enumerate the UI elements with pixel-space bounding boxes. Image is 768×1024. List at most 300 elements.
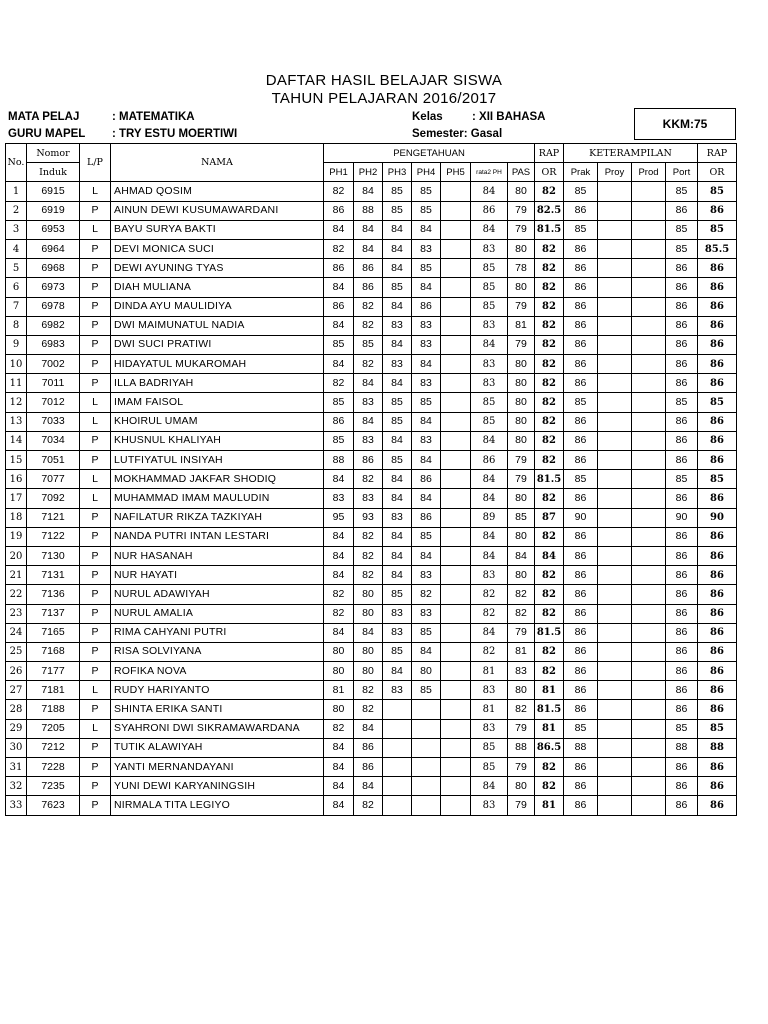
- cell-rapor-pengetahuan: 82: [535, 259, 564, 278]
- cell-ph3: 83: [383, 316, 412, 335]
- cell-prak: 86: [564, 431, 598, 450]
- cell-rata2: 83: [471, 796, 508, 815]
- cell-ph1: 85: [324, 431, 354, 450]
- cell-rata2: 85: [471, 412, 508, 431]
- cell-pas: 80: [508, 239, 535, 258]
- cell-lp: L: [80, 393, 111, 412]
- cell-lp: L: [80, 412, 111, 431]
- cell-ph1: 81: [324, 681, 354, 700]
- header-lp: L/P: [80, 144, 111, 182]
- table-row: [6, 623, 737, 642]
- cell-pas: 79: [508, 297, 535, 316]
- cell-ph5: [441, 412, 471, 431]
- cell-prak: 86: [564, 489, 598, 508]
- cell-rata2: 84: [471, 546, 508, 565]
- cell-rapor-keterampilan: 86: [698, 681, 737, 700]
- cell-nomor-induk: 7033: [27, 412, 80, 431]
- cell-ph2: 84: [354, 239, 383, 258]
- cell-rapor-keterampilan: 88: [698, 738, 737, 757]
- cell-prod: [632, 374, 666, 393]
- cell-rata2: 83: [471, 239, 508, 258]
- cell-lp: P: [80, 566, 111, 585]
- cell-proy: [598, 431, 632, 450]
- table-row: [6, 451, 737, 470]
- cell-port: 86: [666, 585, 698, 604]
- cell-nama: ILLA BADRIYAH: [111, 374, 324, 393]
- cell-rapor-keterampilan: 86: [698, 431, 737, 450]
- cell-pas: 79: [508, 796, 535, 815]
- cell-lp: P: [80, 758, 111, 777]
- cell-ph5: [441, 278, 471, 297]
- cell-ph3: 85: [383, 278, 412, 297]
- cell-ph3: 85: [383, 585, 412, 604]
- cell-lp: L: [80, 220, 111, 239]
- cell-port: 86: [666, 604, 698, 623]
- cell-rapor-pengetahuan: 87: [535, 508, 564, 527]
- cell-nomor-induk: 7212: [27, 738, 80, 757]
- cell-pas: 79: [508, 719, 535, 738]
- cell-rapor-keterampilan: 86: [698, 566, 737, 585]
- cell-nama: SYAHRONI DWI SIKRAMAWARDANA: [111, 719, 324, 738]
- cell-port: 85: [666, 182, 698, 201]
- cell-ph2: 86: [354, 259, 383, 278]
- cell-ph4: [412, 738, 441, 757]
- cell-nomor-induk: 7188: [27, 700, 80, 719]
- cell-no: 9: [6, 335, 27, 354]
- cell-no: 17: [6, 489, 27, 508]
- cell-ph3: 85: [383, 451, 412, 470]
- cell-prak: 86: [564, 335, 598, 354]
- cell-rata2: 84: [471, 335, 508, 354]
- cell-rata2: 89: [471, 508, 508, 527]
- cell-nama: RUDY HARIYANTO: [111, 681, 324, 700]
- cell-rata2: 83: [471, 374, 508, 393]
- cell-proy: [598, 489, 632, 508]
- cell-rapor-pengetahuan: 82: [535, 431, 564, 450]
- cell-ph2: 84: [354, 182, 383, 201]
- cell-nama: RIMA CAHYANI PUTRI: [111, 623, 324, 642]
- cell-prak: 86: [564, 527, 598, 546]
- cell-rapor-keterampilan: 86: [698, 642, 737, 661]
- cell-ph4: 83: [412, 239, 441, 258]
- cell-ph5: [441, 546, 471, 565]
- cell-ph2: 80: [354, 604, 383, 623]
- cell-ph2: 82: [354, 796, 383, 815]
- cell-ph1: 82: [324, 374, 354, 393]
- cell-nama: DWI SUCI PRATIWI: [111, 335, 324, 354]
- cell-ph3: [383, 738, 412, 757]
- cell-port: 86: [666, 777, 698, 796]
- cell-ph2: 83: [354, 489, 383, 508]
- cell-lp: P: [80, 700, 111, 719]
- cell-lp: P: [80, 451, 111, 470]
- cell-nomor-induk: 7034: [27, 431, 80, 450]
- cell-port: 85: [666, 220, 698, 239]
- cell-prak: 86: [564, 278, 598, 297]
- cell-prod: [632, 355, 666, 374]
- cell-ph2: 84: [354, 719, 383, 738]
- cell-ph1: 83: [324, 489, 354, 508]
- cell-nama: ROFIKA NOVA: [111, 662, 324, 681]
- cell-lp: P: [80, 738, 111, 757]
- cell-no: 31: [6, 758, 27, 777]
- cell-lp: P: [80, 201, 111, 220]
- cell-no: 6: [6, 278, 27, 297]
- cell-ph4: 84: [412, 546, 441, 565]
- cell-proy: [598, 585, 632, 604]
- cell-ph2: 80: [354, 642, 383, 661]
- cell-rapor-keterampilan: 86: [698, 355, 737, 374]
- header-prod: Prod: [632, 163, 666, 182]
- table-row: [6, 719, 737, 738]
- table-row: [6, 220, 737, 239]
- cell-ph2: 82: [354, 355, 383, 374]
- cell-nama: HIDAYATUL MUKAROMAH: [111, 355, 324, 374]
- cell-prod: [632, 719, 666, 738]
- cell-rapor-pengetahuan: 82: [535, 355, 564, 374]
- kelas-label: Kelas: [412, 111, 443, 123]
- cell-proy: [598, 681, 632, 700]
- cell-ph5: [441, 758, 471, 777]
- cell-pas: 85: [508, 508, 535, 527]
- cell-lp: L: [80, 470, 111, 489]
- cell-port: 86: [666, 335, 698, 354]
- cell-proy: [598, 355, 632, 374]
- cell-ph5: [441, 297, 471, 316]
- header-keterampilan: KETERAMPILAN: [564, 144, 698, 163]
- table-row: [6, 259, 737, 278]
- cell-ph1: 84: [324, 316, 354, 335]
- cell-port: 86: [666, 431, 698, 450]
- page-title: DAFTAR HASIL BELAJAR SISWA: [265, 72, 503, 89]
- cell-proy: [598, 738, 632, 757]
- cell-rapor-pengetahuan: 82: [535, 777, 564, 796]
- cell-lp: P: [80, 335, 111, 354]
- cell-pas: 80: [508, 374, 535, 393]
- cell-rata2: 83: [471, 316, 508, 335]
- cell-lp: P: [80, 777, 111, 796]
- cell-nomor-induk: 7623: [27, 796, 80, 815]
- cell-nama: LUTFIYATUL INSIYAH: [111, 451, 324, 470]
- cell-port: 85: [666, 239, 698, 258]
- cell-prak: 85: [564, 719, 598, 738]
- cell-rapor-keterampilan: 86: [698, 777, 737, 796]
- table-row: [6, 201, 737, 220]
- cell-lp: P: [80, 623, 111, 642]
- cell-proy: [598, 393, 632, 412]
- cell-ph5: [441, 719, 471, 738]
- cell-prod: [632, 316, 666, 335]
- cell-no: 7: [6, 297, 27, 316]
- cell-rata2: 83: [471, 566, 508, 585]
- cell-port: 86: [666, 451, 698, 470]
- cell-nomor-induk: 7131: [27, 566, 80, 585]
- table-row: [6, 508, 737, 527]
- cell-ph3: 85: [383, 393, 412, 412]
- guru-value: : TRY ESTU MOERTIWI: [112, 128, 238, 140]
- cell-ph3: 84: [383, 431, 412, 450]
- cell-ph4: 84: [412, 220, 441, 239]
- cell-prak: 86: [564, 642, 598, 661]
- cell-nama: NIRMALA TITA LEGIYO: [111, 796, 324, 815]
- cell-prak: 86: [564, 239, 598, 258]
- cell-ph3: [383, 758, 412, 777]
- cell-ph1: 84: [324, 355, 354, 374]
- cell-prak: 85: [564, 393, 598, 412]
- cell-rata2: 85: [471, 278, 508, 297]
- header-rapor2-top: RAP: [698, 144, 737, 163]
- cell-prak: 85: [564, 470, 598, 489]
- cell-ph3: 85: [383, 642, 412, 661]
- cell-pas: 80: [508, 278, 535, 297]
- cell-ph5: [441, 585, 471, 604]
- cell-prak: 86: [564, 412, 598, 431]
- cell-rapor-keterampilan: 85: [698, 182, 737, 201]
- table-row: [6, 777, 737, 796]
- cell-ph3: 84: [383, 527, 412, 546]
- cell-rata2: 83: [471, 681, 508, 700]
- cell-port: 86: [666, 489, 698, 508]
- table-row: [6, 297, 737, 316]
- cell-prak: 86: [564, 297, 598, 316]
- cell-proy: [598, 412, 632, 431]
- cell-nama: MUHAMMAD IMAM MAULUDIN: [111, 489, 324, 508]
- cell-nomor-induk: 7077: [27, 470, 80, 489]
- cell-ph5: [441, 431, 471, 450]
- cell-proy: [598, 201, 632, 220]
- cell-ph5: [441, 374, 471, 393]
- cell-nomor-induk: 7228: [27, 758, 80, 777]
- cell-prak: 88: [564, 738, 598, 757]
- cell-ph3: [383, 777, 412, 796]
- cell-ph2: 84: [354, 777, 383, 796]
- cell-ph2: 80: [354, 585, 383, 604]
- cell-lp: P: [80, 316, 111, 335]
- cell-ph3: 84: [383, 239, 412, 258]
- cell-ph4: 83: [412, 566, 441, 585]
- cell-prod: [632, 546, 666, 565]
- table-row: [6, 566, 737, 585]
- cell-rapor-keterampilan: 86: [698, 412, 737, 431]
- cell-ph3: 84: [383, 220, 412, 239]
- cell-pas: 80: [508, 355, 535, 374]
- cell-rapor-pengetahuan: 81.5: [535, 623, 564, 642]
- cell-no: 1: [6, 182, 27, 201]
- cell-rata2: 85: [471, 758, 508, 777]
- cell-nomor-induk: 6968: [27, 259, 80, 278]
- cell-prak: 86: [564, 374, 598, 393]
- table-row: [6, 489, 737, 508]
- cell-pas: 88: [508, 738, 535, 757]
- cell-ph5: [441, 316, 471, 335]
- cell-rapor-keterampilan: 85: [698, 470, 737, 489]
- table-row: [6, 431, 737, 450]
- cell-ph5: [441, 239, 471, 258]
- header-induk: Induk: [27, 163, 80, 182]
- cell-rapor-keterampilan: 86: [698, 374, 737, 393]
- cell-rata2: 83: [471, 719, 508, 738]
- cell-ph3: [383, 796, 412, 815]
- cell-rapor-keterampilan: 86: [698, 201, 737, 220]
- cell-prak: 90: [564, 508, 598, 527]
- cell-ph3: 84: [383, 297, 412, 316]
- cell-ph1: 80: [324, 642, 354, 661]
- cell-ph4: 82: [412, 585, 441, 604]
- cell-lp: L: [80, 719, 111, 738]
- cell-no: 26: [6, 662, 27, 681]
- cell-ph4: [412, 796, 441, 815]
- cell-ph5: [441, 777, 471, 796]
- cell-prod: [632, 335, 666, 354]
- cell-no: 28: [6, 700, 27, 719]
- cell-ph4: 83: [412, 431, 441, 450]
- cell-ph1: 80: [324, 700, 354, 719]
- cell-rapor-keterampilan: 86: [698, 297, 737, 316]
- cell-rapor-keterampilan: 86: [698, 700, 737, 719]
- cell-ph1: 82: [324, 604, 354, 623]
- cell-prak: 86: [564, 566, 598, 585]
- cell-nomor-induk: 6915: [27, 182, 80, 201]
- cell-ph1: 88: [324, 451, 354, 470]
- cell-ph3: 84: [383, 489, 412, 508]
- cell-rapor-keterampilan: 86: [698, 278, 737, 297]
- cell-ph2: 88: [354, 201, 383, 220]
- cell-port: 86: [666, 642, 698, 661]
- cell-nomor-induk: 7205: [27, 719, 80, 738]
- cell-lp: L: [80, 681, 111, 700]
- cell-port: 86: [666, 278, 698, 297]
- cell-pas: 79: [508, 758, 535, 777]
- cell-no: 29: [6, 719, 27, 738]
- cell-nomor-induk: 6964: [27, 239, 80, 258]
- table-row: [6, 412, 737, 431]
- cell-pas: 81: [508, 642, 535, 661]
- cell-rapor-pengetahuan: 84: [535, 546, 564, 565]
- cell-nama: YUNI DEWI KARYANINGSIH: [111, 777, 324, 796]
- cell-prod: [632, 297, 666, 316]
- table-row: [6, 239, 737, 258]
- cell-ph3: 84: [383, 259, 412, 278]
- cell-prak: 85: [564, 182, 598, 201]
- cell-ph1: 84: [324, 220, 354, 239]
- cell-rata2: 85: [471, 738, 508, 757]
- header-pengetahuan: PENGETAHUAN: [324, 144, 535, 163]
- cell-lp: P: [80, 796, 111, 815]
- cell-lp: P: [80, 642, 111, 661]
- cell-nomor-induk: 7165: [27, 623, 80, 642]
- cell-rapor-pengetahuan: 82: [535, 374, 564, 393]
- cell-ph2: 82: [354, 546, 383, 565]
- cell-prod: [632, 470, 666, 489]
- cell-nomor-induk: 6978: [27, 297, 80, 316]
- cell-nomor-induk: 7011: [27, 374, 80, 393]
- cell-ph2: 86: [354, 451, 383, 470]
- cell-rata2: 84: [471, 220, 508, 239]
- cell-nama: AINUN DEWI KUSUMAWARDANI: [111, 201, 324, 220]
- cell-rata2: 84: [471, 431, 508, 450]
- cell-nama: NUR HASANAH: [111, 546, 324, 565]
- cell-lp: P: [80, 546, 111, 565]
- cell-ph2: 82: [354, 297, 383, 316]
- cell-ph2: 84: [354, 374, 383, 393]
- cell-lp: P: [80, 431, 111, 450]
- cell-ph4: 84: [412, 642, 441, 661]
- header-pas: PAS: [508, 163, 535, 182]
- cell-prod: [632, 585, 666, 604]
- cell-ph1: 84: [324, 623, 354, 642]
- cell-port: 86: [666, 681, 698, 700]
- cell-ph1: 84: [324, 796, 354, 815]
- cell-ph1: 84: [324, 738, 354, 757]
- cell-no: 3: [6, 220, 27, 239]
- cell-nomor-induk: 7137: [27, 604, 80, 623]
- cell-ph5: [441, 393, 471, 412]
- cell-rata2: 82: [471, 604, 508, 623]
- cell-pas: 79: [508, 451, 535, 470]
- cell-ph1: 86: [324, 412, 354, 431]
- cell-ph4: 86: [412, 508, 441, 527]
- cell-ph4: 84: [412, 489, 441, 508]
- cell-prak: 86: [564, 681, 598, 700]
- table-row: [6, 681, 737, 700]
- cell-nama: BAYU SURYA BAKTI: [111, 220, 324, 239]
- cell-rapor-keterampilan: 90: [698, 508, 737, 527]
- cell-ph2: 84: [354, 220, 383, 239]
- table-row: [6, 642, 737, 661]
- cell-proy: [598, 796, 632, 815]
- cell-ph1: 85: [324, 335, 354, 354]
- cell-prod: [632, 220, 666, 239]
- table-row: [6, 662, 737, 681]
- cell-ph3: 84: [383, 470, 412, 489]
- cell-pas: 80: [508, 681, 535, 700]
- cell-ph4: 83: [412, 316, 441, 335]
- cell-ph3: 83: [383, 508, 412, 527]
- cell-ph1: 82: [324, 585, 354, 604]
- cell-proy: [598, 335, 632, 354]
- cell-nama: NANDA PUTRI INTAN LESTARI: [111, 527, 324, 546]
- cell-port: 86: [666, 546, 698, 565]
- cell-no: 8: [6, 316, 27, 335]
- cell-ph2: 82: [354, 700, 383, 719]
- cell-rapor-pengetahuan: 81: [535, 681, 564, 700]
- cell-nama: KHUSNUL KHALIYAH: [111, 431, 324, 450]
- cell-ph1: 86: [324, 201, 354, 220]
- cell-ph4: 85: [412, 623, 441, 642]
- cell-nama: NURUL AMALIA: [111, 604, 324, 623]
- cell-proy: [598, 623, 632, 642]
- cell-pas: 84: [508, 546, 535, 565]
- cell-rata2: 86: [471, 451, 508, 470]
- table-row: [6, 182, 737, 201]
- cell-no: 16: [6, 470, 27, 489]
- cell-nama: RISA SOLVIYANA: [111, 642, 324, 661]
- cell-ph5: [441, 355, 471, 374]
- cell-ph1: 95: [324, 508, 354, 527]
- cell-ph1: 86: [324, 297, 354, 316]
- cell-ph4: 85: [412, 527, 441, 546]
- cell-proy: [598, 374, 632, 393]
- cell-proy: [598, 316, 632, 335]
- cell-ph2: 83: [354, 431, 383, 450]
- cell-prod: [632, 681, 666, 700]
- header-proy: Proy: [598, 163, 632, 182]
- cell-lp: P: [80, 355, 111, 374]
- cell-prak: 86: [564, 201, 598, 220]
- table-row: [6, 585, 737, 604]
- cell-ph2: 84: [354, 623, 383, 642]
- cell-prod: [632, 182, 666, 201]
